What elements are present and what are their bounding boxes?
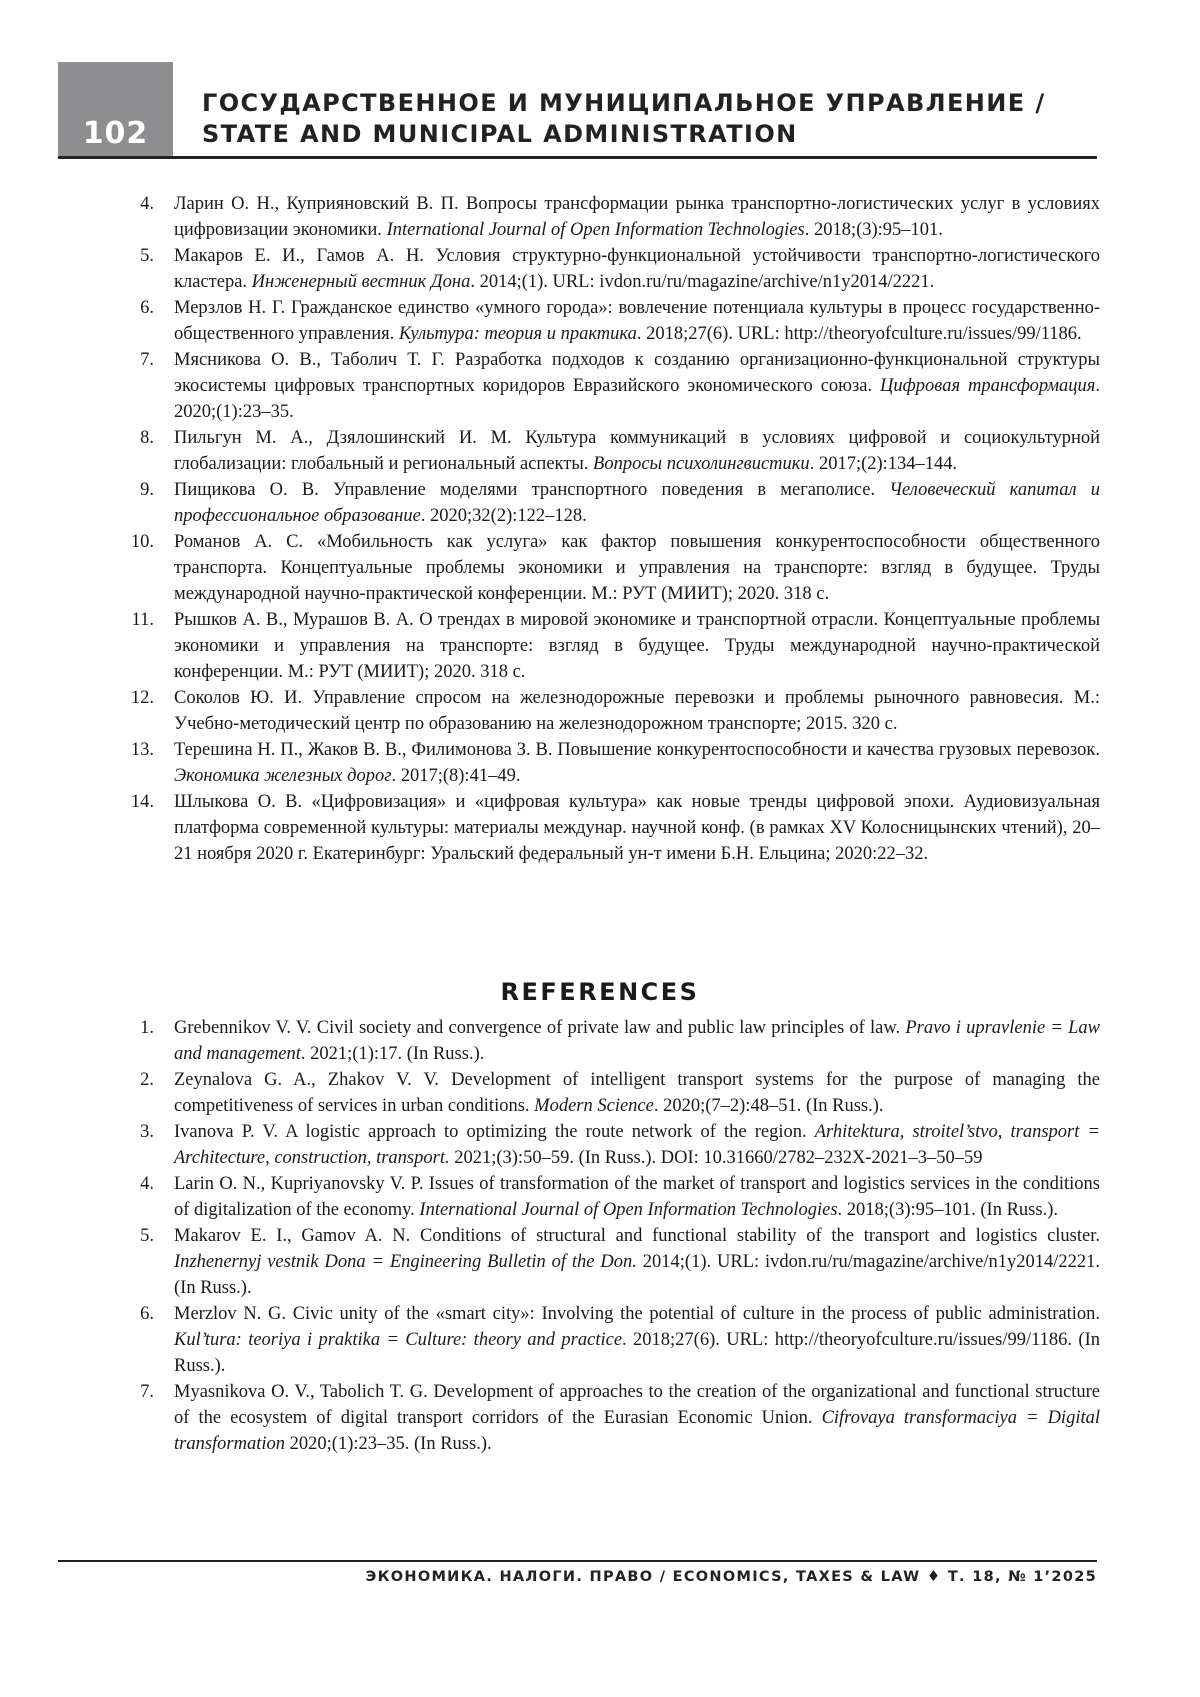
ref-number: 3.	[140, 1122, 154, 1142]
ref-text: Романов А. С. «Мобильность как услуга» как фактор повышения конкурентоспособности общественного транспорта. Концептуальные проблемы экономики и управления на транспорте: взгляд в будущее. Труды международной научно-практической конференции. М.: РУТ (МИИТ); 2020. 318 с.	[174, 532, 1100, 604]
ref-tail: 2021;(3):50–59. (In Russ.). DOI: 10.31660/2782–232X-2021–3–50–59	[449, 1148, 983, 1168]
section-title-en: STATE AND MUNICIPAL ADMINISTRATION	[202, 120, 798, 148]
ref-journal: Цифровая трансформация	[880, 376, 1096, 396]
ref-tail: . 2021;(1):17. (In Russ.).	[300, 1044, 485, 1064]
ref-journal: Inzhenernyj vestnik Dona = Engineering Bulletin of the Don.	[174, 1252, 637, 1272]
ref-text: Пильгун М. А., Дзялошинский И. М. Культура коммуникаций в условиях цифровой и социокультурной глобализации: глобальный и региональный аспекты.	[174, 428, 1100, 474]
ref-journal: Kul’tura: teoriya i praktika = Culture: theory and practice	[174, 1330, 623, 1350]
ref-text: Larin O. N., Kupriyanovsky V. P. Issues of transformation of the market of transport and logistics services in the conditions of digitalization of the economy.	[174, 1174, 1100, 1220]
ref-number: 4.	[140, 194, 154, 214]
ref-journal: Cifrovaya transformaciya = Digital transformation	[174, 1408, 1100, 1454]
ref-number: 7.	[140, 350, 154, 370]
ref-tail: . 2018;(3):95–101. (In Russ.).	[837, 1200, 1058, 1220]
ref-text: Соколов Ю. И. Управление спросом на железнодорожные перевозки и проблемы рыночного равновесия. М.: Учебно-методический центр по образованию на железнодорожном транспорте; 2015. 320 с.	[174, 688, 1100, 734]
ref-text: Шлыкова О. В. «Цифровизация» и «цифровая культура» как новые тренды цифровой эпохи. Аудиовизуальная платформа современной культуры: материалы междунар. научной конф. (в рамках XV Колосницынских чтений), 20–21 ноября 2020 г. Екатеринбург: Уральский федеральный ун-т имени Б.Н. Ельцина; 2020:22–32.	[174, 792, 1100, 864]
list-item	[120, 685, 1100, 737]
references-heading: REFERENCES	[500, 978, 700, 1006]
ref-number: 5.	[140, 246, 154, 266]
ref-journal: Arhitektura, stroitel’stvo, transport = Architecture, construction, transport.	[174, 1122, 1100, 1168]
russian-references-list	[120, 191, 1100, 867]
ref-journal: Вопросы психолингвистики	[593, 454, 810, 474]
english-references-list	[120, 1015, 1100, 1457]
ref-tail: . 2018;27(6). URL: http://theoryofculture.ru/issues/99/1186. (In Russ.).	[174, 1330, 1100, 1376]
ref-tail: . 2020;(7–2):48–51. (In Russ.).	[653, 1096, 884, 1116]
ref-text: Терешина Н. П., Жаков В. В., Филимонова З. В. Повышение конкурентоспособности и качества грузовых перевозок.	[174, 740, 1100, 760]
ref-journal: Человеческий капитал и профессиональное образование	[174, 480, 1100, 526]
ref-number: 6.	[140, 1304, 154, 1324]
ref-tail: . 2018;(3):95–101.	[804, 220, 943, 240]
list-item	[120, 1119, 1100, 1171]
ref-journal: Инженерный вестник Дона	[251, 272, 471, 292]
ref-tail: . 2020;(1):23–35.	[174, 376, 1100, 422]
ref-text: Merzlov N. G. Civic unity of the «smart city»: Involving the potential of culture in the process of public administration.	[174, 1304, 1100, 1324]
ref-number: 5.	[140, 1226, 154, 1246]
ref-journal: Культура: теория и практика	[398, 324, 637, 344]
ref-number: 9.	[140, 480, 154, 500]
section-title-ru: ГОСУДАРСТВЕННОЕ И МУНИЦИПАЛЬНОЕ УПРАВЛЕНИЕ /	[202, 89, 1046, 117]
ref-tail: . 2020;32(2):122–128.	[420, 506, 587, 526]
list-item	[120, 191, 1100, 243]
list-item	[120, 347, 1100, 425]
list-item	[120, 1379, 1100, 1457]
list-item	[120, 295, 1100, 347]
diamond-icon: ♦	[926, 1567, 942, 1585]
journal-footer	[366, 1567, 1097, 1585]
footer-issue: Т. 18, № 1’2025	[947, 1569, 1097, 1585]
ref-text: Мерзлов Н. Г. Гражданское единство «умного города»: вовлечение потенциала культуры в процесс государственно-общественного управления.	[174, 298, 1100, 344]
page-number: 102	[82, 116, 149, 151]
list-item	[120, 1067, 1100, 1119]
ref-journal: Modern Science	[534, 1096, 654, 1116]
ref-number: 4.	[140, 1174, 154, 1194]
list-item	[120, 529, 1100, 607]
list-item	[120, 1171, 1100, 1223]
ref-journal: Экономика железных дорог	[174, 766, 392, 786]
ref-number: 12.	[130, 688, 154, 708]
ref-text: Мясникова О. В., Таболич Т. Г. Разработка подходов к созданию организационно-функциональной структуры экосистемы цифровых транспортных коридоров Евразийского экономического союза.	[174, 350, 1100, 396]
list-item	[120, 243, 1100, 295]
ref-journal: International Journal of Open Information Technologies	[386, 220, 805, 240]
ref-number: 6.	[140, 298, 154, 318]
list-item	[120, 1301, 1100, 1379]
ref-number: 14.	[130, 792, 154, 812]
ref-journal: International Journal of Open Information Technologies	[419, 1200, 838, 1220]
ref-text: Ларин О. Н., Куприяновский В. П. Вопросы трансформации рынка транспортно-логистических услуг в условиях цифровизации экономики.	[174, 194, 1100, 240]
list-item	[120, 425, 1100, 477]
ref-number: 8.	[140, 428, 154, 448]
ref-tail: 2014;(1). URL: ivdon.ru/ru/magazine/archive/n1y2014/2221. (In Russ.).	[174, 1252, 1100, 1298]
list-item	[120, 477, 1100, 529]
ref-number: 1.	[140, 1018, 154, 1038]
ref-text: Grebennikov V. V. Civil society and convergence of private law and public law principles of law.	[174, 1018, 906, 1038]
list-item	[120, 789, 1100, 867]
footer-rule	[58, 1560, 1097, 1562]
ref-text: Makarov E. I., Gamov A. N. Conditions of structural and functional stability of the transport and logistics cluster.	[174, 1226, 1100, 1246]
list-item	[120, 737, 1100, 789]
ref-number: 11.	[131, 610, 154, 630]
ref-number: 13.	[130, 740, 154, 760]
ref-tail: . 2014;(1). URL: ivdon.ru/ru/magazine/archive/n1y2014/2221.	[470, 272, 935, 292]
ref-tail: 2020;(1):23–35. (In Russ.).	[285, 1434, 492, 1454]
list-item	[120, 1223, 1100, 1301]
ref-tail: . 2018;27(6). URL: http://theoryofculture.ru/issues/99/1186.	[636, 324, 1082, 344]
ref-tail: . 2017;(2):134–144.	[809, 454, 958, 474]
list-item	[120, 1015, 1100, 1067]
ref-text: Рышков А. В., Мурашов В. А. О трендах в мировой экономике и транспортной отрасли. Концептуальные проблемы экономики и управления на транспорте: взгляд в будущее. Труды международной научно-практической конференции. М.: РУТ (МИИТ); 2020. 318 с.	[174, 610, 1100, 682]
list-item	[120, 607, 1100, 685]
ref-number: 10.	[130, 532, 154, 552]
ref-text: Myasnikova O. V., Tabolich T. G. Development of approaches to the creation of the organizational and functional structure of the ecosystem of digital transport corridors of the Eurasian Economic Union.	[174, 1382, 1100, 1428]
ref-journal: Pravo i upravlenie = Law and management	[174, 1018, 1101, 1064]
ref-text: Пищикова О. В. Управление моделями транспортного поведения в мегаполисе.	[174, 480, 890, 500]
ref-text: Ivanova P. V. A logistic approach to optimizing the route network of the region.	[174, 1122, 815, 1142]
ref-tail: . 2017;(8):41–49.	[391, 766, 521, 786]
ref-number: 2.	[140, 1070, 154, 1090]
ref-text: Макаров Е. И., Гамов А. Н. Условия структурно-функциональной устойчивости транспортно-логистического кластера.	[174, 246, 1100, 292]
ref-text: Zeynalova G. A., Zhakov V. V. Development of intelligent transport systems for the purpose of managing the competitiveness of services in urban conditions.	[174, 1070, 1100, 1116]
header-rule	[58, 156, 1097, 159]
footer-journal-title: ЭКОНОМИКА. НАЛОГИ. ПРАВО / ECONOMICS, TAXES & LAW	[365, 1569, 921, 1585]
ref-number: 7.	[140, 1382, 154, 1402]
